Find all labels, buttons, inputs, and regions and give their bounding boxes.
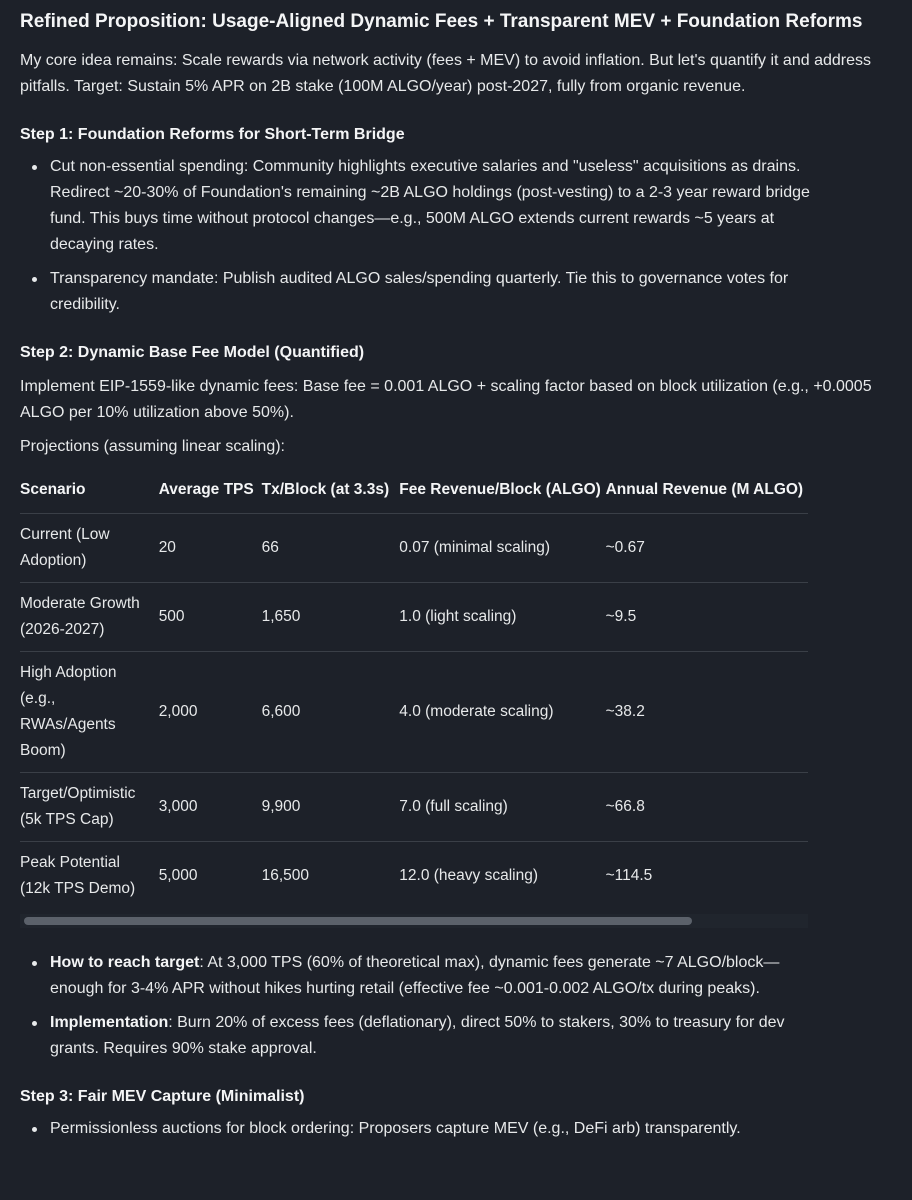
column-header: Tx/Block (at 3.3s)	[262, 468, 400, 514]
projections-table	[20, 468, 808, 910]
step3-list	[20, 1116, 810, 1142]
table-row	[20, 652, 808, 773]
table-cell: Moderate Growth (2026-2027)	[20, 583, 159, 652]
table-cell: ~114.5	[605, 867, 653, 884]
column-header: Fee Revenue/Block (ALGO)	[399, 468, 605, 514]
step2-heading: Step 2: Dynamic Base Fee Model (Quantified)	[20, 344, 365, 361]
column-header: Average TPS	[159, 468, 262, 514]
column-header: Scenario	[20, 468, 159, 514]
table-cell: Target/Optimistic (5k TPS Cap)	[20, 773, 159, 842]
intro-paragraph: My core idea remains: Scale rewards via network activity (fees + MEV) to avoid inflation. But let's quantify it and address pitfalls. Target: Sustain 5% APR on 2B stake (100M ALGO/year) post-2027, fully from organic revenue.	[20, 52, 871, 95]
table-cell: Peak Potential (12k TPS Demo)	[20, 854, 136, 897]
table-cell: 16,500	[261, 867, 310, 884]
projections-table-container	[20, 468, 808, 928]
bullet-dot-icon	[32, 277, 37, 282]
table-row	[20, 514, 808, 583]
table-cell: 20	[159, 514, 262, 583]
table-cell: 0.07 (minimal scaling)	[399, 514, 605, 583]
table-row	[20, 842, 808, 911]
bullet-dot-icon	[32, 1127, 37, 1132]
scrollbar-thumb[interactable]	[24, 917, 692, 925]
list-item: Implementation: Burn 20% of excess fees (deflationary), direct 50% to stakers, 30% to treasury for dev grants. Requires 90% stake approval.	[50, 1010, 820, 1062]
list-item: Transparency mandate: Publish audited ALGO sales/spending quarterly. Tie this to governance votes for credibility.	[50, 266, 810, 318]
table-cell: 3,000	[159, 773, 262, 842]
bullet-dot-icon	[32, 961, 37, 966]
table-cell: 66	[262, 514, 400, 583]
step2-list	[20, 950, 820, 1062]
list-item: Cut non-essential spending: Community highlights executive salaries and "useless" acquisitions as drains. Redirect ~20-30% of Foundation's remaining ~2B ALGO holdings (post-vesting) to a 2-3 year reward bridge fund. This buys time without protocol changes—e.g., 500M ALGO extends current rewards ~5 years at decaying rates.	[50, 154, 810, 258]
page-title: Refined Proposition: Usage-Aligned Dynamic Fees + Transparent MEV + Foundation Reforms	[20, 11, 863, 32]
step2-description: Implement EIP-1559-like dynamic fees: Base fee = 0.001 ALGO + scaling factor based on block utilization (e.g., +0.0005 ALGO per 10% utilization above 50%).	[20, 378, 872, 421]
list-item-bold: How to reach target	[50, 954, 200, 971]
bullet-dot-icon	[32, 165, 37, 170]
table-cell: ~9.5	[606, 583, 808, 652]
table-cell: 1.0 (light scaling)	[399, 583, 605, 652]
table-cell: 5,000	[158, 867, 198, 884]
table-cell: 6,600	[262, 652, 400, 773]
table-cell: Current (Low Adoption)	[20, 514, 159, 583]
list-item: Permissionless auctions for block ordering: Proposers capture MEV (e.g., DeFi arb) transparently.	[50, 1116, 810, 1142]
projections-label: Projections (assuming linear scaling):	[20, 438, 285, 455]
table-cell: 12.0 (heavy scaling)	[399, 867, 538, 884]
table-cell: ~38.2	[606, 652, 808, 773]
table-cell: 2,000	[159, 652, 262, 773]
table-row	[20, 583, 808, 652]
table-cell: ~0.67	[606, 514, 808, 583]
table-cell: 4.0 (moderate scaling)	[399, 652, 605, 773]
table-cell: High Adoption (e.g., RWAs/Agents Boom)	[20, 652, 159, 773]
step1-heading: Step 1: Foundation Reforms for Short-Term Bridge	[20, 126, 405, 143]
step1-list	[20, 154, 810, 318]
table-cell: ~66.8	[606, 773, 808, 842]
column-header: Annual Revenue (M ALGO)	[606, 468, 808, 514]
table-row	[20, 773, 808, 842]
table-cell: 1,650	[262, 583, 400, 652]
list-item: How to reach target: At 3,000 TPS (60% of theoretical max), dynamic fees generate ~7 ALGO/block—enough for 3-4% APR without hikes hurting retail (effective fee ~0.001-0.002 ALGO/tx during peaks).	[50, 950, 820, 1002]
table-header-row	[20, 468, 808, 514]
table-cell: 7.0 (full scaling)	[399, 773, 605, 842]
table-horizontal-scrollbar[interactable]	[20, 914, 808, 928]
table-cell: 9,900	[262, 773, 400, 842]
step3-heading: Step 3: Fair MEV Capture (Minimalist)	[20, 1088, 305, 1105]
table-cell: 500	[159, 583, 262, 652]
list-item-bold: Implementation	[50, 1014, 169, 1031]
bullet-dot-icon	[32, 1021, 37, 1026]
